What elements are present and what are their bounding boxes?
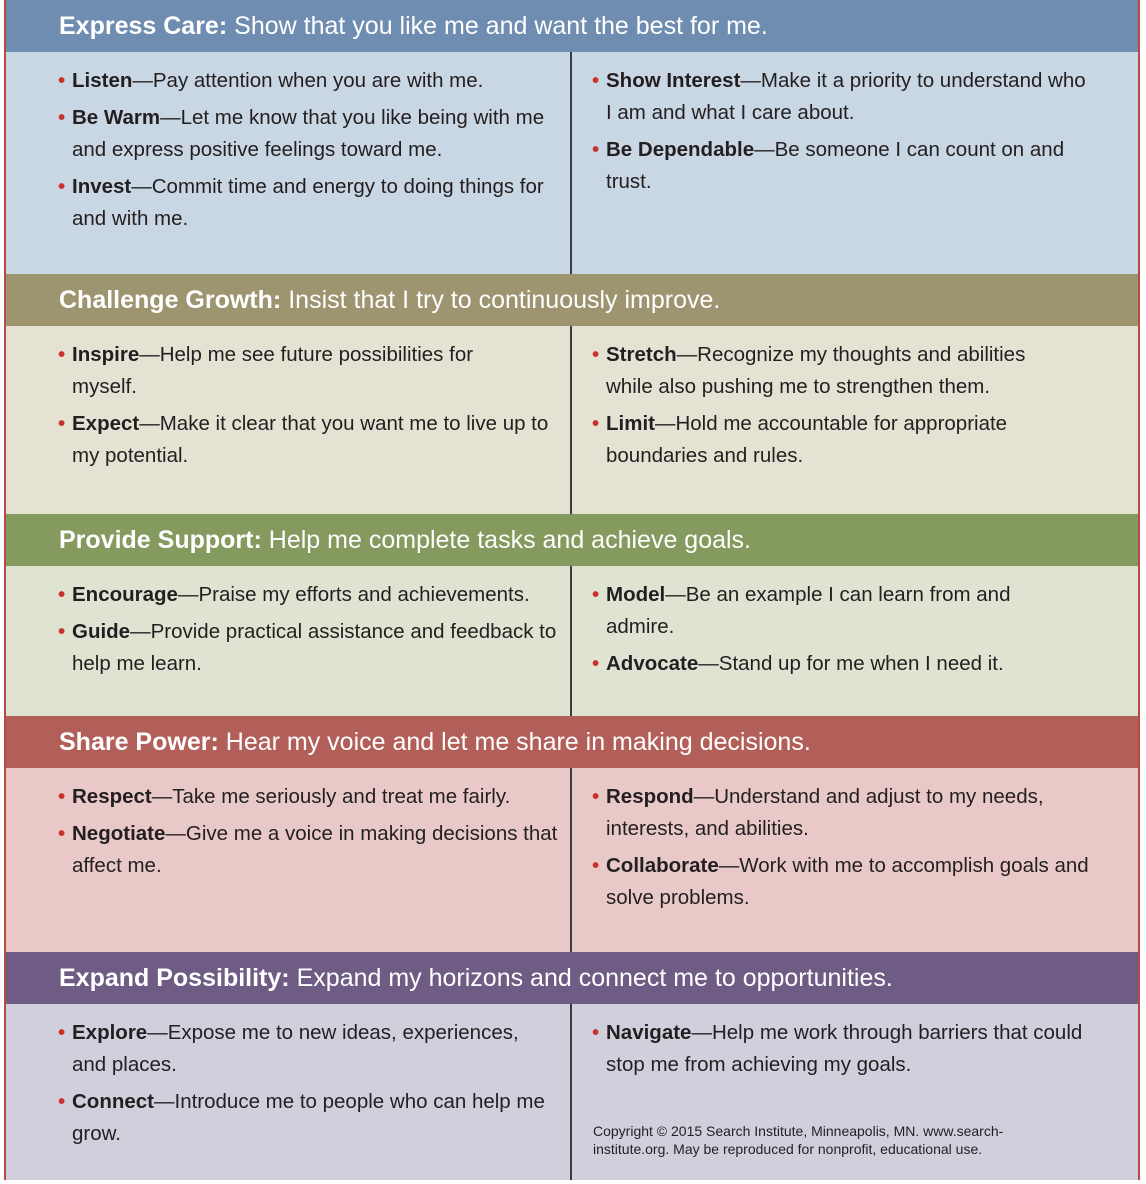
bullet-icon: •: [592, 854, 600, 877]
section-challenge-growth: [6, 274, 1138, 514]
section-body: [6, 52, 1138, 274]
item-term: Inspire: [72, 343, 140, 366]
item-term: Respect: [72, 785, 152, 808]
copyright-notice: Copyright © 2015 Search Institute, Minneapolis, MN. www.search-institute.org. May be reproduced for nonprofit, educational use.: [593, 1123, 1004, 1157]
left-column: [6, 1004, 572, 1180]
list-item: [58, 818, 562, 882]
bullet-icon: •: [58, 1021, 66, 1044]
item-description: —Help me work through barriers that could stop me from achieving my goals.: [606, 1021, 1083, 1076]
item-description: —Make it clear that you want me to live up to my potential.: [72, 412, 549, 467]
section-subtitle: Help me complete tasks and achieve goals.: [268, 525, 751, 554]
bullet-icon: •: [58, 822, 66, 845]
item-term: Listen: [72, 69, 133, 92]
item-description: —Be someone I can count on and trust.: [606, 138, 1065, 193]
item-description: —Make it a priority to understand who I am and what I care about.: [606, 69, 1086, 124]
item-description: —Stand up for me when I need it.: [698, 652, 1004, 675]
left-column: [6, 566, 572, 716]
right-column: [572, 52, 1138, 274]
item-description: —Give me a voice in making decisions that affect me.: [72, 822, 558, 877]
section-body: [6, 566, 1138, 716]
list-item: [58, 339, 502, 403]
item-term: Collaborate: [606, 854, 719, 877]
item-description: —Provide practical assistance and feedback to help me learn.: [72, 620, 557, 675]
item-term: Guide: [72, 620, 131, 643]
bullet-icon: •: [592, 412, 600, 435]
right-column: [572, 566, 1138, 716]
list-item: [58, 1086, 562, 1150]
bullet-icon: •: [592, 343, 600, 366]
right-column: [572, 768, 1138, 952]
item-term: Expect: [72, 412, 140, 435]
bullet-icon: •: [592, 583, 600, 606]
list-item: [58, 408, 552, 472]
item-description: —Recognize my thoughts and abilities while also pushing me to strengthen them.: [606, 343, 1026, 398]
item-term: Navigate: [606, 1021, 692, 1044]
section-title: Expand Possibility:: [59, 963, 290, 992]
section-subtitle: Insist that I try to continuously improve.: [288, 285, 721, 314]
bullet-icon: •: [58, 106, 66, 129]
bullet-icon: •: [592, 652, 600, 675]
section-title: Provide Support:: [59, 525, 262, 554]
list-item: [58, 579, 567, 611]
bullet-icon: •: [58, 69, 66, 92]
section-header: [6, 274, 1138, 326]
section-express-care: [6, 0, 1138, 274]
item-term: Model: [606, 583, 666, 606]
item-term: Be Dependable: [606, 138, 755, 161]
list-item: [592, 134, 1076, 198]
section-title: Express Care:: [59, 11, 228, 40]
left-column: [6, 52, 572, 274]
item-term: Limit: [606, 412, 655, 435]
section-header: [6, 514, 1138, 566]
item-term: Be Warm: [72, 106, 161, 129]
list-item: [592, 850, 1101, 914]
section-subtitle: Hear my voice and let me share in making decisions.: [225, 727, 811, 756]
item-description: —Take me seriously and treat me fairly.: [151, 785, 511, 808]
list-item: [592, 65, 1096, 129]
bullet-icon: •: [58, 343, 66, 366]
item-term: Stretch: [606, 343, 677, 366]
list-item: [58, 781, 567, 813]
right-column: [572, 326, 1138, 514]
item-description: —Introduce me to people who can help me grow.: [72, 1090, 545, 1145]
framework-table: [4, 0, 1140, 1180]
list-item: [592, 781, 1086, 845]
item-description: —Praise my efforts and achievements.: [177, 583, 530, 606]
section-subtitle: Show that you like me and want the best for me.: [234, 11, 768, 40]
list-item: [58, 1017, 552, 1081]
bullet-icon: •: [58, 175, 66, 198]
section-body: [6, 326, 1138, 514]
item-description: —Be an example I can learn from and admire.: [606, 583, 1011, 638]
left-column: [6, 326, 572, 514]
list-item: [592, 579, 1016, 643]
item-term: Explore: [72, 1021, 148, 1044]
section-header: [6, 716, 1138, 768]
list-item: [592, 1017, 1086, 1081]
bullet-icon: •: [592, 1021, 600, 1044]
item-description: —Understand and adjust to my needs, interests, and abilities.: [606, 785, 1044, 840]
section-share-power: [6, 716, 1138, 952]
item-description: —Help me see future possibilities for myself.: [72, 343, 474, 398]
bullet-icon: •: [58, 1090, 66, 1113]
item-term: Encourage: [72, 583, 178, 606]
item-description: —Pay attention when you are with me.: [132, 69, 484, 92]
list-item: [58, 102, 562, 166]
item-term: Respond: [606, 785, 694, 808]
section-title: Share Power:: [59, 727, 219, 756]
item-term: Connect: [72, 1090, 154, 1113]
item-term: Show Interest: [606, 69, 741, 92]
list-item: [592, 648, 1086, 680]
left-column: [6, 768, 572, 952]
item-description: —Expose me to new ideas, experiences, and places.: [72, 1021, 519, 1076]
bullet-icon: •: [58, 620, 66, 643]
list-item: [592, 339, 1076, 403]
item-term: Negotiate: [72, 822, 166, 845]
bullet-icon: •: [58, 785, 66, 808]
list-item: [58, 616, 567, 680]
bullet-icon: •: [58, 412, 66, 435]
item-description: —Work with me to accomplish goals and solve problems.: [606, 854, 1089, 909]
item-description: —Commit time and energy to doing things for and with me.: [72, 175, 544, 230]
bullet-icon: •: [592, 69, 600, 92]
section-subtitle: Expand my horizons and connect me to opportunities.: [296, 963, 893, 992]
item-description: —Hold me accountable for appropriate boundaries and rules.: [606, 412, 1008, 467]
item-description: —Let me know that you like being with me and express positive feelings toward me.: [72, 106, 545, 161]
list-item: [58, 65, 542, 97]
bullet-icon: •: [592, 785, 600, 808]
item-term: Invest: [72, 175, 132, 198]
list-item: [592, 408, 1076, 472]
bullet-icon: •: [58, 583, 66, 606]
section-header: [6, 0, 1138, 52]
section-header: [6, 952, 1138, 1004]
list-item: [58, 171, 562, 235]
bullet-icon: •: [592, 138, 600, 161]
section-body: [6, 768, 1138, 952]
item-term: Advocate: [606, 652, 699, 675]
section-provide-support: [6, 514, 1138, 716]
section-title: Challenge Growth:: [59, 285, 282, 314]
